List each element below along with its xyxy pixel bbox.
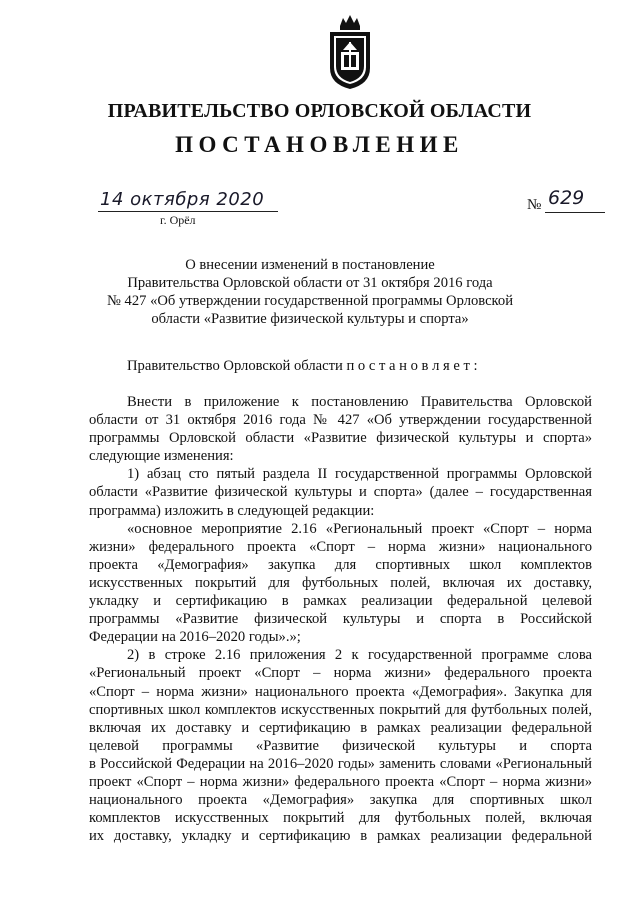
body-line: национального проекта «Демография» закупка для спортивных школ	[89, 792, 592, 809]
subject-line: № 427 «Об утверждении государственной программы Орловской	[106, 293, 514, 309]
body-line: области от 31 октября 2016 года № 427 «Об утверждении государственной	[89, 412, 592, 429]
organization-title: ПРАВИТЕЛЬСТВО ОРЛОВСКОЙ ОБЛАСТИ	[107, 100, 532, 122]
subject-line: О внесении изменений в постановление	[185, 257, 435, 273]
subject-line: области «Развитие физической культуры и спорта»	[151, 311, 469, 327]
document-subject	[60, 256, 560, 328]
body-line: спортивных школ комплектов искусственных покрытий для футбольных полей,	[89, 701, 592, 718]
number-label: №	[527, 197, 542, 213]
coat-of-arms-icon	[327, 12, 373, 90]
body-line: жизни» федерального проекта «Спорт – норма жизни» национального	[89, 538, 592, 555]
body-line: 1) абзац сто пятый раздела II государственной программы Орловской	[127, 466, 592, 483]
body-line: 2) в строке 2.16 приложения 2 к государственной программе слова	[127, 647, 592, 664]
subject-line: Правительства Орловской области от 31 октября 2016 года	[127, 275, 493, 291]
body-line: комплектов искусственных покрытий для футбольных полей, включая	[89, 810, 592, 827]
resolution-statement: Правительство Орловской области п о с т а н о в л я е т :	[127, 358, 478, 374]
document-body	[89, 393, 592, 845]
body-line: проекта «Демография» закупка для спортивных школ комплектов	[89, 556, 592, 573]
handwritten-date: 14 октября 2020	[100, 189, 265, 210]
date-underline	[98, 211, 278, 212]
body-line: целевой программы «Развитие физической культуры и спорта	[89, 737, 592, 754]
body-line: включая их доставку и сертификацию в рамках реализации федеральной	[89, 719, 592, 736]
body-line: программы Орловской области «Развитие физической культуры и спорта»	[89, 430, 592, 447]
handwritten-number: 629	[548, 187, 585, 209]
body-line: «Региональный проект «Спорт – норма жизни» федерального проекта	[89, 665, 592, 682]
body-line: области «Развитие физической культуры и спорта» (далее – государственная	[89, 484, 592, 501]
body-line: «Спорт – норма жизни» национального проекта «Демография». Закупка для	[89, 683, 592, 700]
number-underline	[545, 212, 605, 213]
body-line: программа) изложить в следующей редакции:	[89, 502, 375, 519]
body-line: следующие изменения:	[89, 448, 234, 465]
city-label: г. Орёл	[160, 213, 196, 227]
body-line: в Российской Федерации на 2016–2020 годы» заменить словами «Региональный	[89, 755, 592, 772]
body-line: Внести в приложение к постановлению Правительства Орловской	[127, 394, 592, 410]
body-line: Федерации на 2016–2020 годы».»;	[89, 629, 301, 646]
body-line: укладку и сертификацию в рамках реализации федеральной целевой	[89, 593, 592, 610]
body-line: «основное мероприятие 2.16 «Региональный проект «Спорт – норма	[127, 520, 592, 537]
body-line: проект «Спорт – норма жизни» федерального проекта «Спорт – норма жизни»	[89, 773, 592, 790]
body-line: программы «Развитие физической культуры и спорта в Российской	[89, 611, 592, 628]
body-line: их доставку, укладку и сертификацию в рамках реализации федеральной	[89, 828, 592, 845]
document-type-title: ПОСТАНОВЛЕНИЕ	[175, 132, 464, 157]
body-line: искусственных покрытий для футбольных полей, включая их доставку,	[89, 574, 592, 591]
